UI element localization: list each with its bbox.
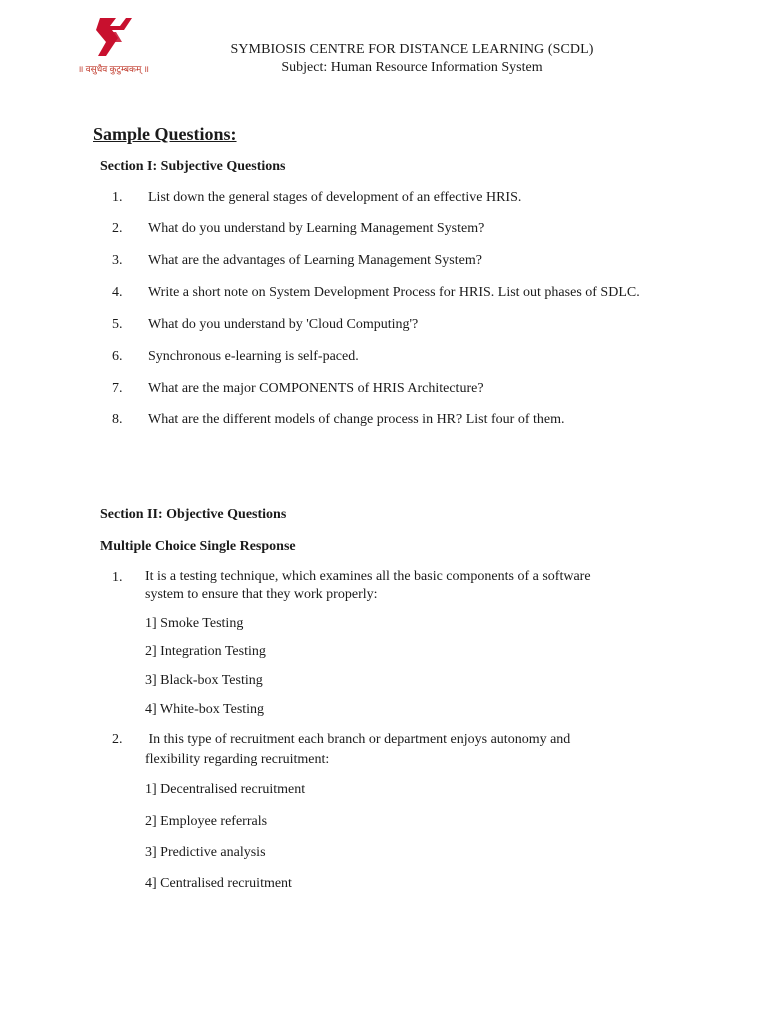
subject-line: Subject: Human Resource Information System [281, 60, 543, 75]
question-text: Synchronous e-learning is self-paced. [148, 349, 359, 364]
mcq-question-line: system to ensure that they work properly: [145, 587, 378, 602]
mcq-option: 2] Employee referrals [145, 814, 268, 829]
mcq-question-text [145, 568, 645, 604]
section-2-heading: Section II: Objective Questions [100, 507, 287, 522]
mcq-question-line: flexibility regarding recruitment: [145, 752, 330, 767]
mcq-option: 4] Centralised recruitment [145, 876, 292, 891]
question-text: What are the different models of change process in HR? List four of them. [148, 412, 565, 427]
question-number: 8. [112, 412, 123, 427]
mcq-option: 2] Integration Testing [145, 644, 266, 659]
question-number: 5. [112, 317, 123, 332]
question-text: What are the advantages of Learning Management System? [148, 253, 482, 268]
question-number: 7. [112, 381, 123, 396]
mcq-option: 1] Decentralised recruitment [145, 782, 306, 797]
question-number: 2. [112, 221, 123, 236]
question-text: Write a short note on System Development Process for HRIS. List out phases of SDLC. [148, 285, 640, 300]
logo-motto: ॥ वसुधैव कुटुम्बकम् ॥ [78, 64, 149, 74]
question-number: 6. [112, 349, 123, 364]
section-1-heading: Section I: Subjective Questions [100, 159, 286, 174]
mcq-option: 1] Smoke Testing [145, 616, 244, 631]
mcq-option: 3] Predictive analysis [145, 845, 266, 860]
question-text: What do you understand by 'Cloud Computing'? [148, 317, 419, 332]
institute-name: SYMBIOSIS CENTRE FOR DISTANCE LEARNING (SCDL) [230, 42, 594, 57]
mcq-question-line: It is a testing technique, which examines all the basic components of a software [145, 569, 591, 584]
mcq-option: 4] White-box Testing [145, 702, 265, 717]
mcq-question-text [145, 731, 645, 769]
question-number: 4. [112, 285, 123, 300]
mcq-question-line: In this type of recruitment each branch or department enjoys autonomy and [145, 732, 571, 747]
mcq-number: 2. [112, 732, 123, 747]
section-2-subheading: Multiple Choice Single Response [100, 539, 296, 554]
question-number: 3. [112, 253, 123, 268]
mcq-option: 3] Black-box Testing [145, 673, 263, 688]
question-text: What do you understand by Learning Management System? [148, 221, 485, 236]
question-text: List down the general stages of development of an effective HRIS. [148, 190, 522, 205]
question-number: 1. [112, 190, 123, 205]
question-text: What are the major COMPONENTS of HRIS Architecture? [148, 381, 484, 396]
page-title: Sample Questions: [93, 124, 237, 144]
mcq-number: 1. [112, 570, 123, 585]
